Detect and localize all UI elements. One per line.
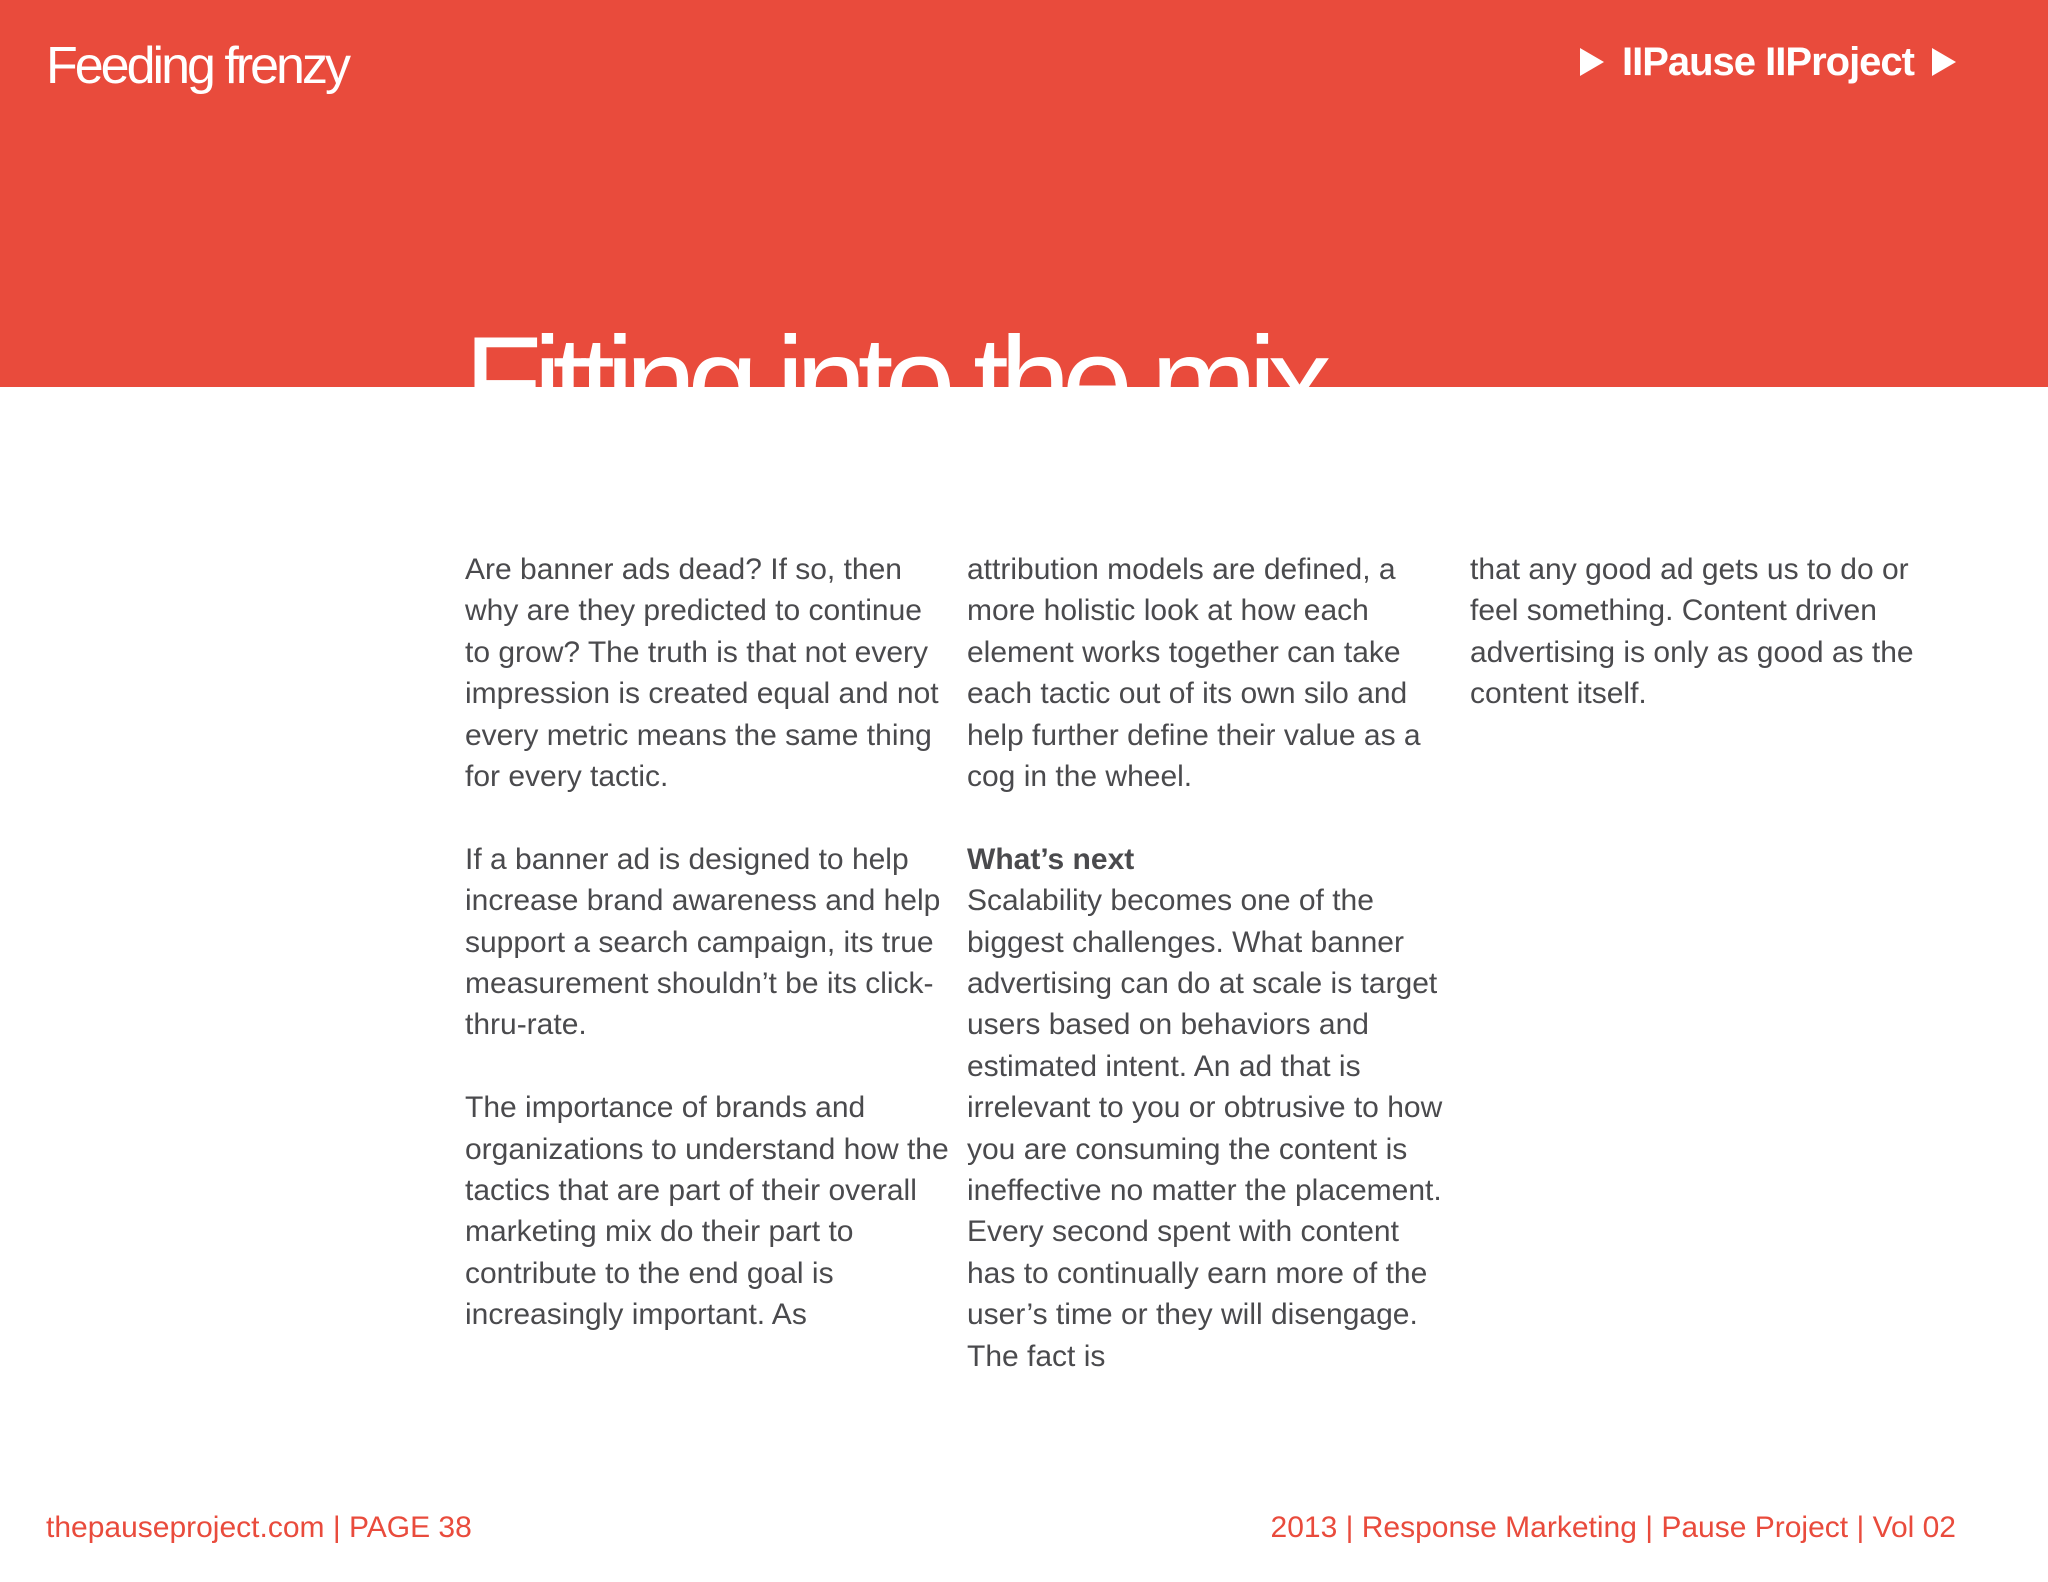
body-paragraph: Are banner ads dead? If so, then why are they predicted to continue to grow? The truth is that not every impression is created equal and not every metric means the same thing for every tactic. [465,553,939,794]
text-column-2 [967,549,1453,1377]
body-paragraph: The importance of brands and organizations to understand how the tactics that are part of their overall marketing mix do their part to contribute to the end goal is increasingly important. As [465,1091,949,1332]
page-title: Fitting into the mix [464,310,1323,454]
section-name: Feeding frenzy [46,37,348,95]
header-band [0,0,2048,454]
body-paragraph: Scalability becomes one of the biggest challenges. What banner advertising can do at scale is target users based on behaviors and estimated intent. An ad that is irrelevant to you or obtrusive to how you are consuming the content is ineffective no matter the placement. Every second spent with content has to continually earn more of the user’s time or they will disengage. The fact is [967,884,1443,1373]
brand-logo [1580,34,1956,90]
footer-publication: 2013 | Response Marketing | Pause Project | Vol 02 [1270,1511,1956,1544]
body-paragraph: that any good ad gets us to do or feel something. Content driven advertising is only as good as the content itself. [1470,553,1914,711]
section-heading: What’s next [967,842,1135,876]
body-paragraph: If a banner ad is designed to help increase brand awareness and help support a search campaign, its true measurement shouldn’t be its click-thru-rate. [465,842,941,1042]
text-column-1 [465,549,951,1336]
play-icon [1932,48,1956,76]
text-column-3 [1470,549,1956,715]
play-icon [1580,48,1604,76]
brand-name: IIPause IIProject [1621,40,1914,84]
body-paragraph: attribution models are defined, a more holistic look at how each element works together can take each tactic out of its own silo and help further define their value as a cog in the wheel. [967,553,1421,794]
footer-site-page: thepauseproject.com | PAGE 38 [46,1511,472,1544]
